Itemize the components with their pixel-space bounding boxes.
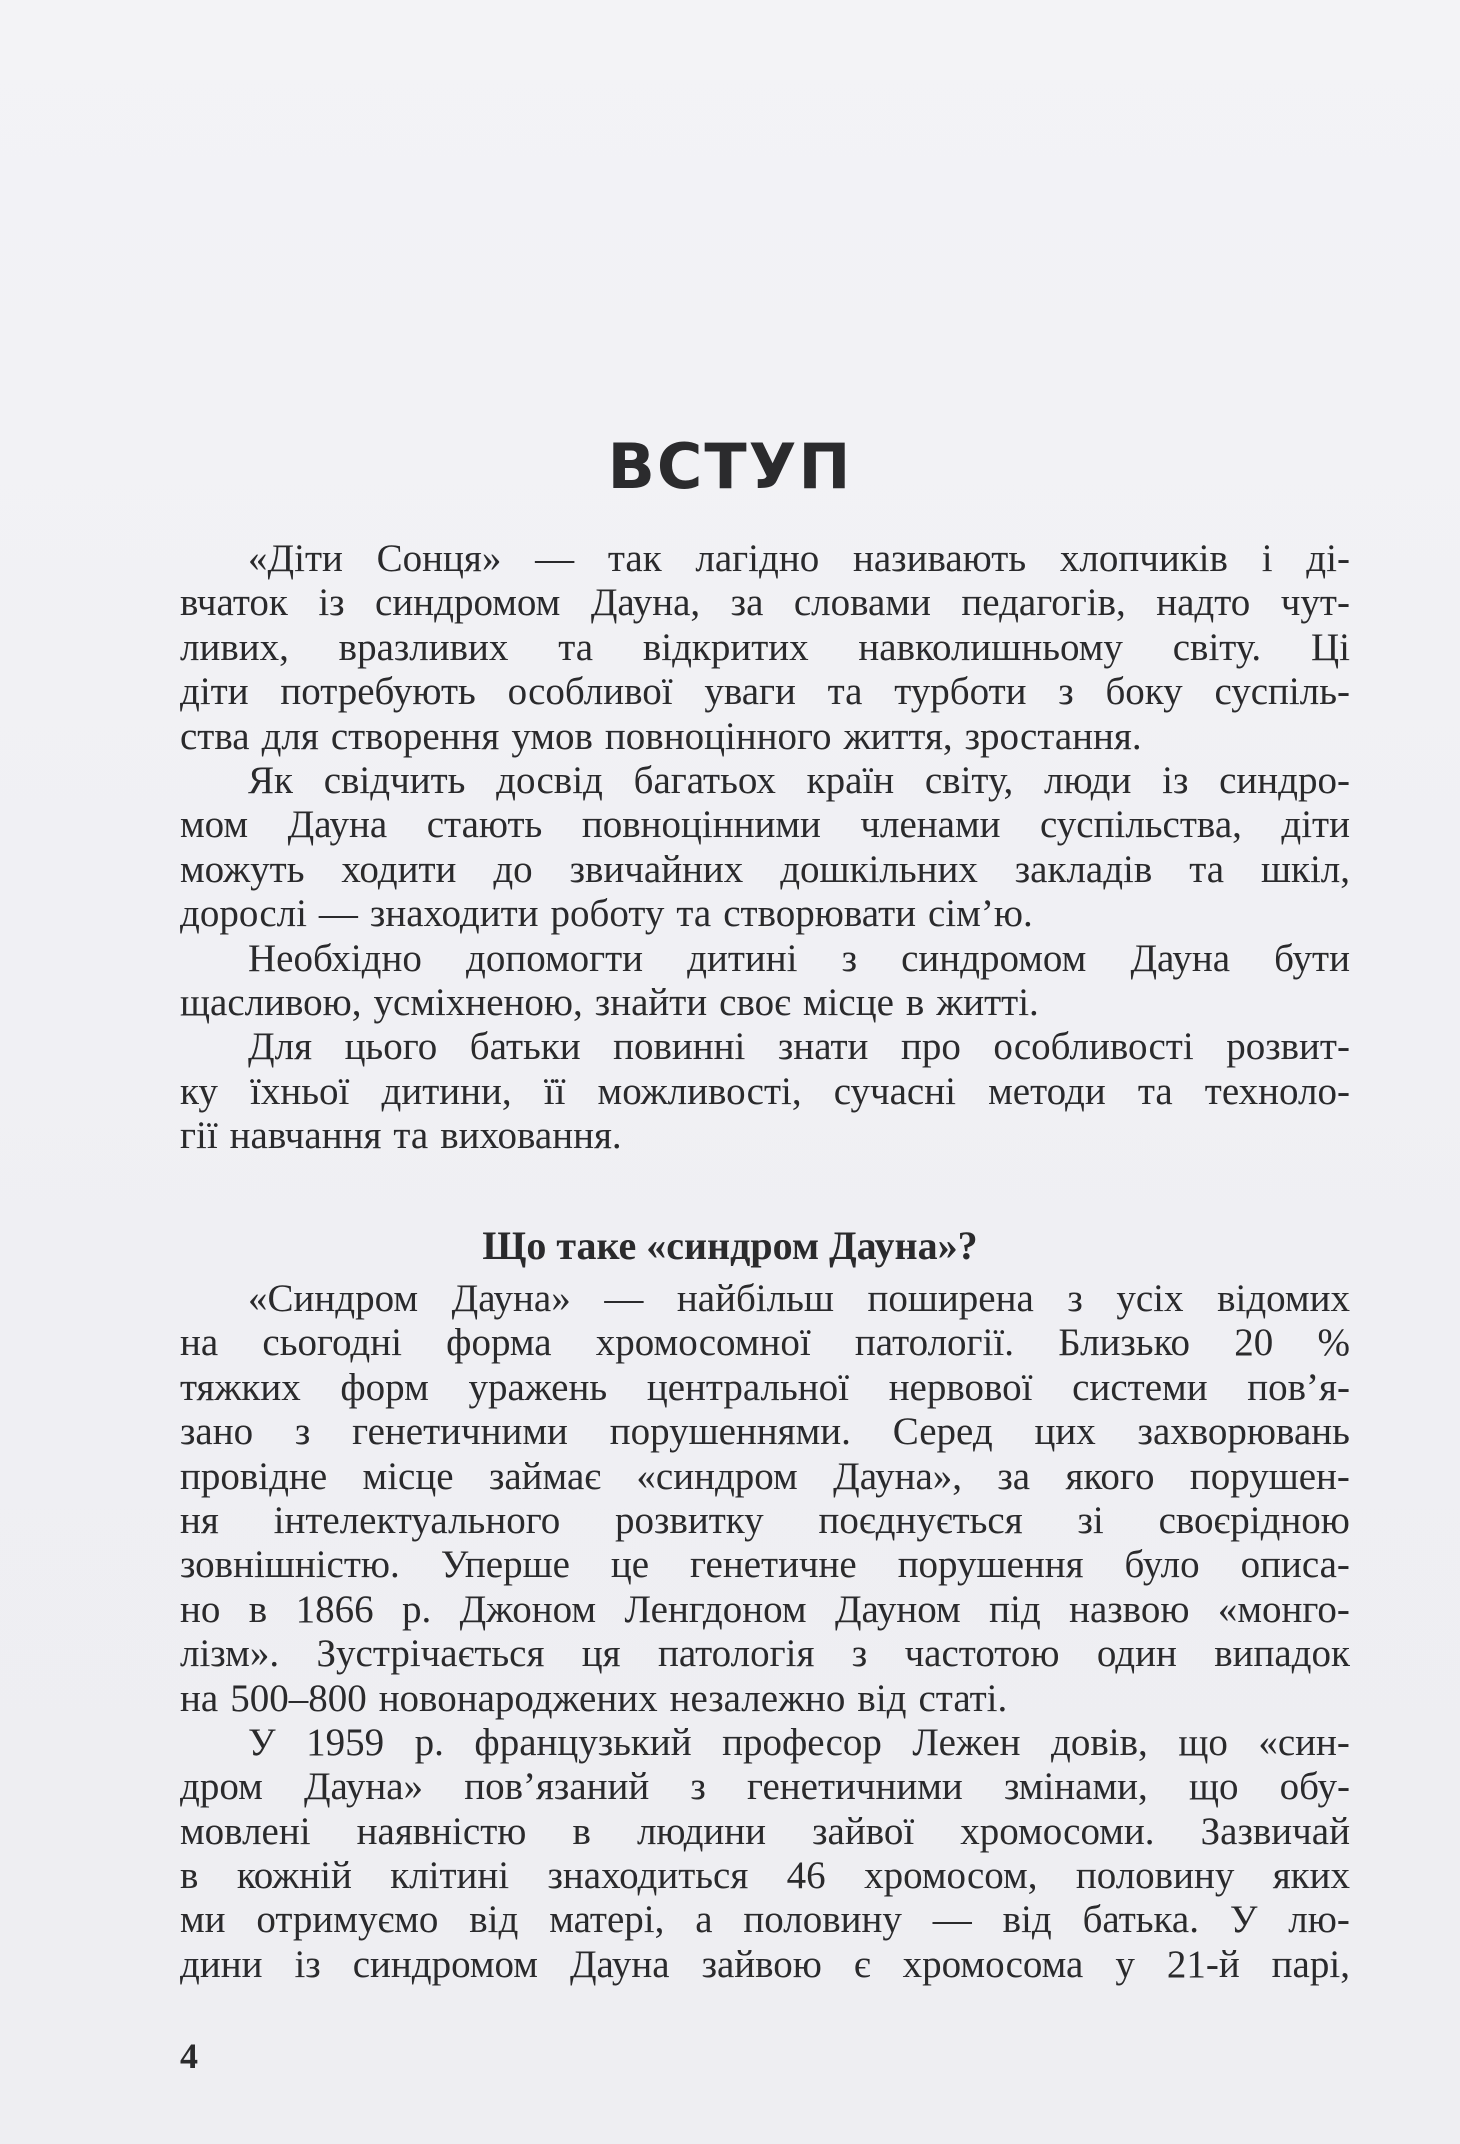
text-line: тяжких форм уражень центральної нервової системи пов’я- xyxy=(180,1365,1350,1409)
text-line: но в 1866 р. Джоном Ленгдоном Дауном під назвою «монго- xyxy=(180,1587,1350,1631)
text-line: Необхідно допомогти дитині з синдромом Дауна бути xyxy=(248,936,1350,980)
text-line: зовнішністю. Уперше це генетичне порушення було описа- xyxy=(180,1543,1350,1587)
text-line: щасливою, усміхненою, знайти своє місце в житті. xyxy=(180,980,1039,1024)
text-line: ливих, вразливих та відкритих навколишньому світу. Ці xyxy=(180,625,1350,669)
chapter-title: ВСТУП xyxy=(607,430,853,503)
text-line: «Діти Сонця» — так лагідно називають хлопчиків і ді- xyxy=(248,537,1350,580)
text-line: «Синдром Дауна» — найбільш поширена з усіх відомих xyxy=(248,1277,1350,1320)
text-line: на сьогодні форма хромосомної патології. Близько 20 % xyxy=(180,1321,1350,1365)
page-number: 4 xyxy=(180,2036,198,2076)
section-paragraphs xyxy=(180,1277,1350,1987)
text-line: мом Дауна стають повноцінними членами суспільства, діти xyxy=(180,803,1350,847)
intro-paragraphs xyxy=(180,537,1350,1158)
text-line: лізм». Зустрічається ця патологія з частотою один випадок xyxy=(180,1632,1350,1676)
text-line: ку їхньої дитини, її можливості, сучасні методи та техноло- xyxy=(180,1069,1350,1113)
text-line: ня інтелектуального розвитку поєднується зі своєрідною xyxy=(180,1498,1350,1542)
text-line: вчаток із синдромом Дауна, за словами педагогів, надто чут- xyxy=(180,581,1350,625)
text-line: діти потребують особливої уваги та турботи з боку суспіль- xyxy=(180,670,1350,714)
text-line: ми отримуємо від матері, а половину — від батька. У лю- xyxy=(180,1898,1350,1942)
text-line: в кожній клітині знаходиться 46 хромосом, половину яких xyxy=(180,1854,1350,1898)
text-line: мовлені наявністю в людини зайвої хромосоми. Зазвичай xyxy=(180,1809,1350,1853)
text-line: на 500–800 новонароджених незалежно від статі. xyxy=(180,1676,1008,1720)
text-line: можуть ходити до звичайних дошкільних закладів та шкіл, xyxy=(180,847,1350,891)
section-heading: Що таке «синдром Дауна»? xyxy=(482,1223,978,1268)
text-line: ства для створення умов повноцінного життя, зростання. xyxy=(180,714,1142,758)
text-line: гії навчання та виховання. xyxy=(180,1114,622,1158)
text-line: Як свідчить досвід багатьох країн світу, люди із синдро- xyxy=(248,758,1350,802)
text-line: дорослі — знаходити роботу та створювати сім’ю. xyxy=(180,892,1033,936)
text-line: зано з генетичними порушеннями. Серед цих захворювань xyxy=(180,1410,1350,1454)
text-line: У 1959 р. французький професор Лежен довів, що «син- xyxy=(248,1720,1350,1764)
text-line: дини із синдромом Дауна зайвою є хромосома у 21-й парі, xyxy=(180,1942,1350,1986)
text-line: дром Дауна» пов’язаний з генетичними змінами, що обу- xyxy=(180,1765,1350,1809)
text-line: провідне місце займає «синдром Дауна», за якого порушен- xyxy=(180,1454,1350,1498)
text-line: Для цього батьки повинні знати про особливості розвит- xyxy=(248,1025,1350,1069)
